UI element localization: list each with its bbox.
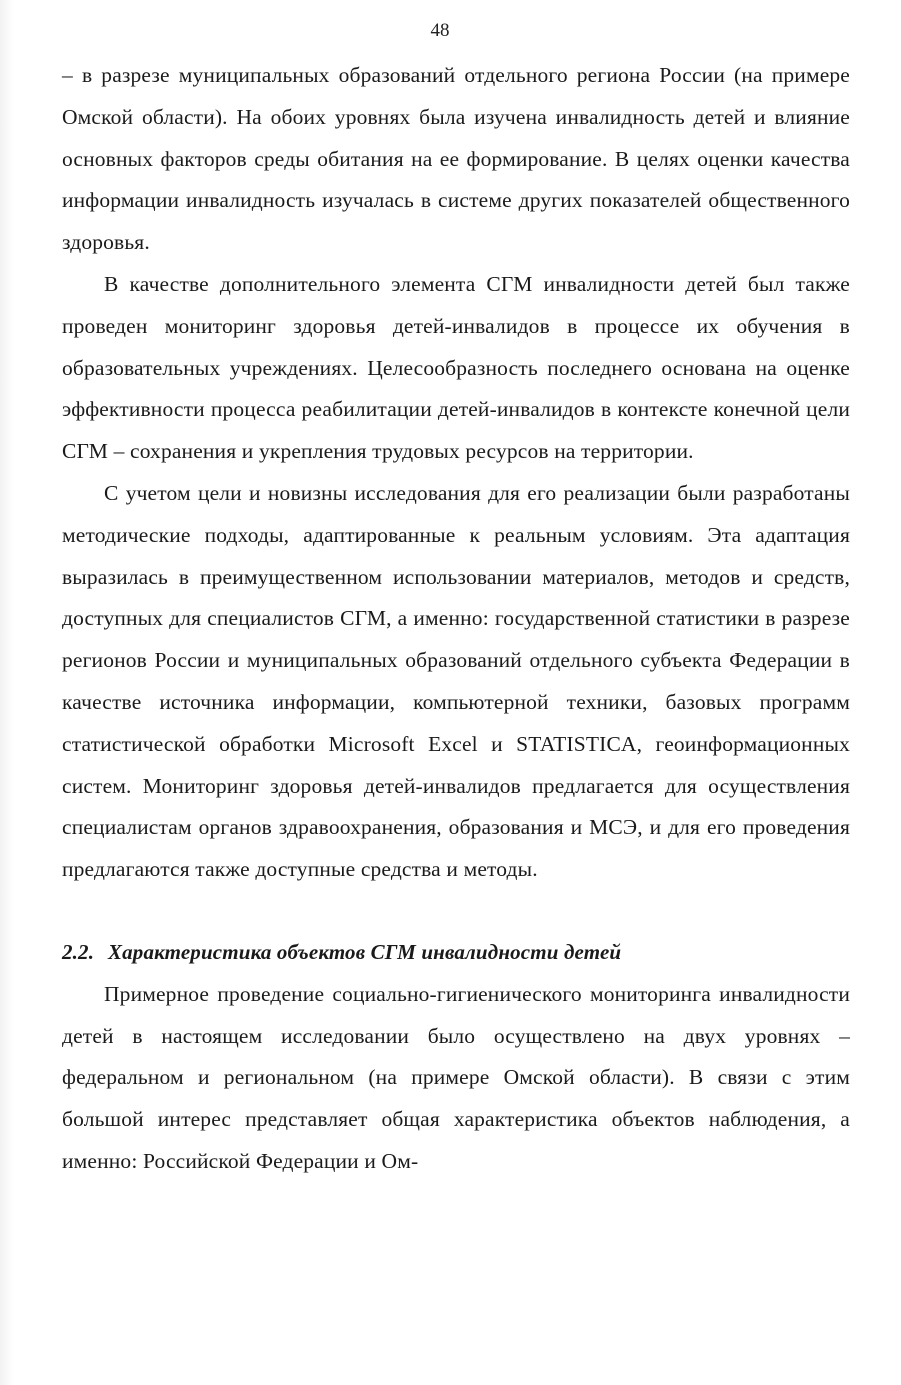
paragraph-3: С учетом цели и новизны исследования для его реализации были разработаны методические подходы, адаптированные к реальным условиям. Эта адаптация выразилась в преимущественном использовании материалов, методов и средств, доступных для специалистов СГМ, а именно: государственной статистики в разрезе регионов России и муниципальных образований отдельного субъекта Федерации в качестве источника информации, компьютерной техники, базовых программ статистической обработки Microsoft Excel и STATISTICA, геоинформационных систем. Мониторинг здоровья детей-инвалидов предлагается для осуществления специалистам органов здравоохранения, образования и МСЭ, и для его проведения предлагаются также доступные средства и методы. [62,480,850,882]
section-number: 2.2. [62,939,95,964]
section-heading [62,932,850,974]
paragraph-4: Примерное проведение социально-гигиенического мониторинга инвалидности детей в настоящем исследовании было осуществлено на двух уровнях – федеральном и региональном (на примере Омской области). В связи с этим большой интерес представляет общая характеристика объектов наблюдения, а именно: Российской Федерации и Ом- [62,981,850,1173]
scan-edge-shadow [0,0,14,1385]
page-number: 48 [430,20,450,41]
paragraph-2: В качестве дополнительного элемента СГМ инвалидности детей был также проведен мониторинг здоровья детей-инвалидов в процессе их обучения в образовательных учреждениях. Целесообразность последнего основана на оценке эффективности процесса реабилитации детей-инвалидов в контексте конечной цели СГМ – сохранения и укрепления трудовых ресурсов на территории. [62,271,850,464]
paragraph-1: – в разрезе муниципальных образований отдельного региона России (на примере Омской области). На обоих уровнях была изучена инвалидность детей и влияние основных факторов среды обитания на ее формирование. В целях оценки качества информации инвалидность изучалась в системе других показателей общественного здоровья. [62,63,850,255]
page-body [62,55,850,1183]
section-title: Характеристика объектов СГМ инвалидности детей [108,939,622,964]
